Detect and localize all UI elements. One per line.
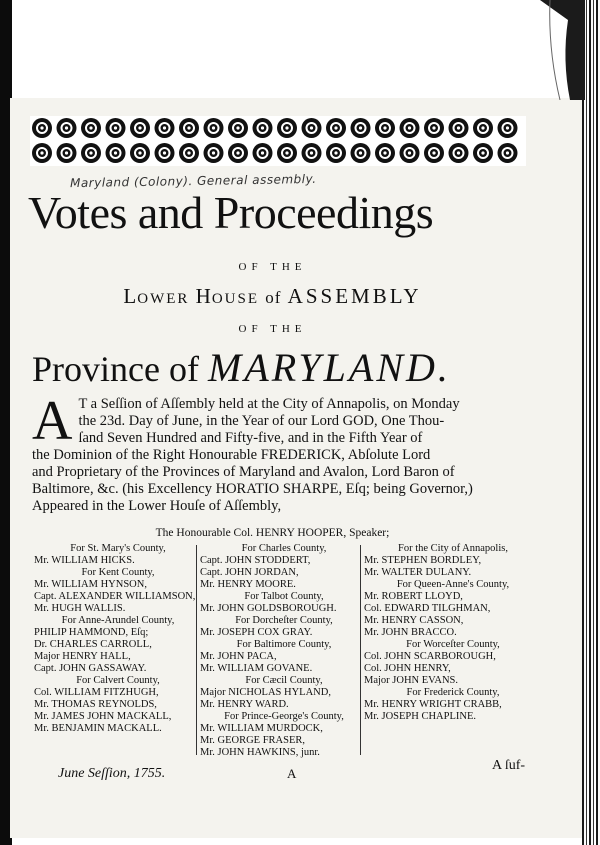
assembly-word: ASSEMBLY [287,284,422,308]
member-name: Major JOHN EVANS. [364,675,459,686]
ornament-dot [359,151,362,154]
county-heading: For Cæcil County, [245,675,323,686]
ornament-dot [163,126,166,129]
member-name: Col. EDWARD TILGHMAN, [364,603,491,614]
ornament-dot [457,151,460,154]
signature-mark: A [287,766,297,781]
member-name: Major HENRY HALL, [34,651,131,662]
ornament-dot [383,126,386,129]
member-name: Mr. HENRY MOORE. [200,579,296,590]
ornament-dot [65,126,68,129]
member-name: Col. JOHN HENRY, [364,663,451,674]
member-name: Capt. JOHN GASSAWAY. [34,663,147,674]
county-heading: For Kent County, [81,567,155,578]
page-corner-shadow [540,0,585,100]
scan-right-edge [582,0,600,845]
paragraph-line: Baltimore, &c. (his Excellency HORATIO SHARPE, Eſq; being Governor,) [32,481,473,497]
member-name: Mr. JOSEPH CHAPLINE. [364,711,477,722]
member-name: Mr. THOMAS REYNOLDS, [34,699,157,710]
ornament-dot [383,151,386,154]
ornament-dot [138,126,141,129]
county-heading: For Frederick County, [406,687,500,698]
member-name: Mr. STEPHEN BORDLEY, [364,555,482,566]
ornament-dot [261,151,264,154]
member-name: Mr. WILLIAM MURDOCK, [200,723,323,734]
column-divider [196,545,197,755]
session-footer: June Seſſion, 1755. [58,766,166,781]
member-name: Mr. JOSEPH COX GRAY. [200,627,313,638]
member-name: PHILIP HAMMOND, Eſq; [34,627,149,638]
ornament-dot [212,126,215,129]
province-name: MARYLAND. [207,345,451,390]
ornament-dot [236,151,239,154]
drop-cap-letter: A [32,390,73,452]
county-heading: For the City of Annapolis, [398,543,508,554]
ornament-dot [481,151,484,154]
handwritten-catalog-note: Maryland (Colony). General assembly. [69,171,317,191]
member-name: Capt. JOHN STODDERT, [200,555,311,566]
ornament-dot [89,151,92,154]
member-name: Mr. GEORGE FRASER, [200,735,306,746]
county-heading: For Anne-Arundel County, [61,615,175,626]
opening-paragraph [32,390,532,515]
county-heading: For St. Mary's County, [70,543,166,554]
paragraph-line: and Proprietary of the Provinces of Maryland and Avalon, Lord Baron of [32,464,455,480]
lower-rest: OWER [137,291,190,307]
member-name: Mr. HENRY CASSON, [364,615,464,626]
ornament-dot [310,151,313,154]
ornament-dot [408,151,411,154]
member-name: Mr. WILLIAM HYNSON, [34,579,147,590]
paragraph-line: the Dominion of the Right Honourable FREDERICK, Abſolute Lord [32,447,431,463]
members-column-1 [34,543,194,735]
member-name: Mr. HENRY WRIGHT CRABB, [364,699,502,710]
house-lead: H [195,284,212,308]
paragraph-line: T a Seſſion of Aſſembly held at the City of Annapolis, on Monday [78,396,460,412]
county-heading: For Charles County, [241,543,327,554]
catchword: A ſuf- [492,758,526,773]
ornament-dot [236,126,239,129]
ornament-dot [481,126,484,129]
member-name: Dr. CHARLES CARROLL, [34,639,152,650]
decorative-header-ornament [30,116,526,166]
ornament-dot [506,126,509,129]
ornament-dot [261,126,264,129]
county-heading: For Dorcheſter County, [235,615,333,626]
paragraph-line: Appeared in the Lower Houſe of Aſſembly, [32,498,282,514]
member-name: Mr. JOHN GOLDSBOROUGH. [200,603,337,614]
member-name: Major NICHOLAS HYLAND, [200,687,331,698]
lower-house-heading [0,284,545,309]
paragraph-line: the 23d. Day of June, in the Year of our Lord GOD, One Thou- [78,413,445,429]
ornament-dot [432,126,435,129]
ornament-dot [334,151,337,154]
ornament-dot [359,126,362,129]
county-heading: For Prince-George's County, [224,711,344,722]
ornament-dot [334,126,337,129]
ornament-dot [187,151,190,154]
member-name: Mr. WILLIAM HICKS. [34,555,135,566]
member-name: Mr. WILLIAM GOVANE. [200,663,313,674]
ornament-dot [163,151,166,154]
county-heading: For Queen-Anne's County, [396,579,510,590]
member-name: Mr. ROBERT LLOYD, [364,591,463,602]
member-name: Capt. ALEXANDER WILLIAMSON, [34,591,196,602]
province-prefix: Province of [32,349,199,389]
members-column-3 [364,543,534,723]
of-the-label-2: OF THE [238,323,307,335]
ornament-dot [138,151,141,154]
member-name: Mr. HENRY WARD. [200,699,289,710]
speaker-line: The Honourable Col. HENRY HOOPER, Speaker; [155,527,390,539]
ornament-dot [89,126,92,129]
province-heading [32,344,451,391]
ornament-dot [285,151,288,154]
member-name: Mr. WALTER DULANY. [364,567,472,578]
member-name: Mr. BENJAMIN MACKALL. [34,723,162,734]
paragraph-line: ſand Seven Hundred and Fifty-five, and in the Fifth Year of [78,430,423,446]
member-name: Mr. JOHN HAWKINS, junr. [200,747,320,758]
ornament-dot [212,151,215,154]
ornament-dot [432,151,435,154]
county-heading: For Baltimore County, [236,639,332,650]
ornament-dot [506,151,509,154]
ornament-dot [187,126,190,129]
ornament-dot [408,126,411,129]
page-title: Votes and Proceedings [28,187,434,238]
county-heading: For Talbot County, [244,591,324,602]
county-heading: For Calvert County, [76,675,160,686]
member-name: Capt. JOHN JORDAN, [200,567,299,578]
ornament-dot [65,151,68,154]
county-heading: For Worceſter County, [406,639,500,650]
house-rest: OUSE [211,291,259,307]
member-name: Mr. JAMES JOHN MACKALL, [34,711,172,722]
ornament-dot [114,151,117,154]
ornament-dot [310,126,313,129]
ornament-dot [114,126,117,129]
of-the-label-1: OF THE [238,261,307,273]
of-word: of [265,288,282,307]
lower-lead: L [123,284,138,308]
member-name: Mr. JOHN PACA, [200,651,277,662]
ornament-dot [285,126,288,129]
member-name: Col. WILLIAM FITZHUGH, [34,687,159,698]
members-column-2 [200,543,360,759]
ornament-dot [40,151,43,154]
ornament-dot [40,126,43,129]
member-name: Mr. JOHN BRACCO. [364,627,457,638]
column-divider [360,545,361,755]
member-name: Col. JOHN SCARBOROUGH, [364,651,496,662]
member-name: Mr. HUGH WALLIS. [34,603,126,614]
ornament-dot [457,126,460,129]
